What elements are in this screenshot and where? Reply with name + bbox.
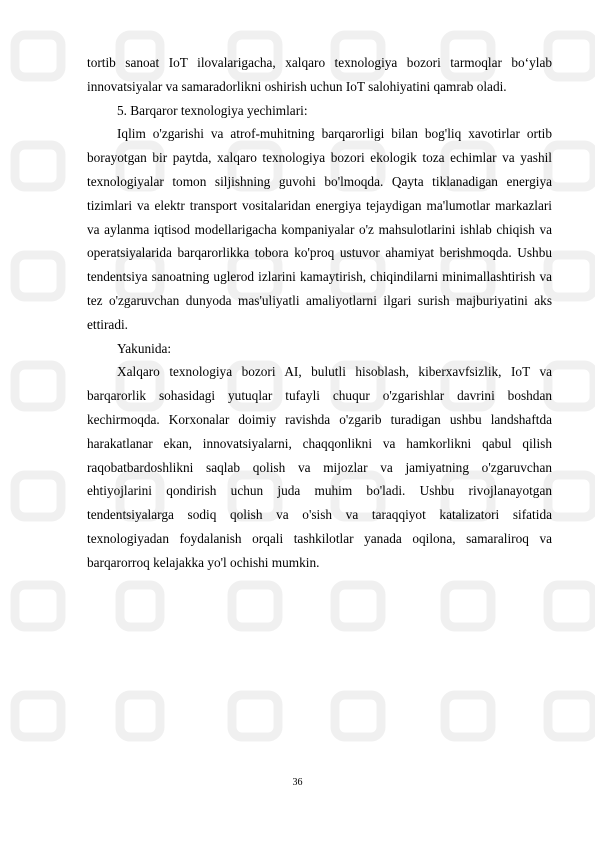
paragraph: Iqlim o'zgarishi va atrof-muhitning barqarorligi bilan bog'liq xavotirlar ortib borayotgan bir paytda, xalqaro texnologiya bozori ekologik toza echimlar va yashil texnologiyalar tomon siljishning guvohi bo'lmoqda. Qayta tiklanadigan energiya tizimlari va elektr transport vositalaridan energiya tejaydigan ma'lumotlar markazlari va aylanma iqtisod modellarigacha kompaniyalar o'z mahsulotlarini ishlab chiqish va operatsiyalarida barqarorlikka tobora ko'proq ustuvor ahamiyat berishmoqda. Ushbu tendentsiya sanoatning uglerod izlarini kamaytirish, chiqindilarni minimallashtirish va tez o'zgaruvchan dunyoda mas'uliyatli amaliyotlarni ilgari surish majburiyatini aks ettiradi. (87, 126, 552, 332)
body-text (87, 51, 552, 575)
conclusion-heading: Yakunida: (117, 340, 172, 356)
paragraph: Xalqaro texnologiya bozori AI, bulutli hisoblash, kiberxavfsizlik, IoT va barqarorlik sohasidagi yutuqlar tufayli chuqur o'zgarishlar davrini boshdan kechirmoqda. Korxonalar doimiy ravishda o'zgarib turadigan ushbu landshaftda harakatlanar ekan, innovatsiyalarni, chaqqonlikni va hamkorlikni qabul qilish raqobatbardoshlikni saqlab qolish va mijozlar va jamiyatning o'zgaruvchan ehtiyojlarini qondirish uchun juda muhim bo'ladi. Ushbu rivojlanayotgan tendentsiyalarga sodiq qolish va o'sish va taraqqiyot katalizatori sifatida texnologiyadan foydalanish orqali tashkilotlar yanada oqilona, samaraliroq va barqarorroq kelajakka yo'l ochishi mumkin. (87, 364, 552, 570)
page-number: 36 (292, 777, 303, 788)
paragraph-continued: tortib sanoat IoT ilovalarigacha, xalqaro texnologiya bozori tarmoqlar bo‘ylab innovatsiyalar va samaradorlikni oshirish uchun IoT salohiyatini qamrab oladi. (87, 55, 552, 94)
section-heading: 5. Barqaror texnologiya yechimlari: (117, 102, 308, 118)
